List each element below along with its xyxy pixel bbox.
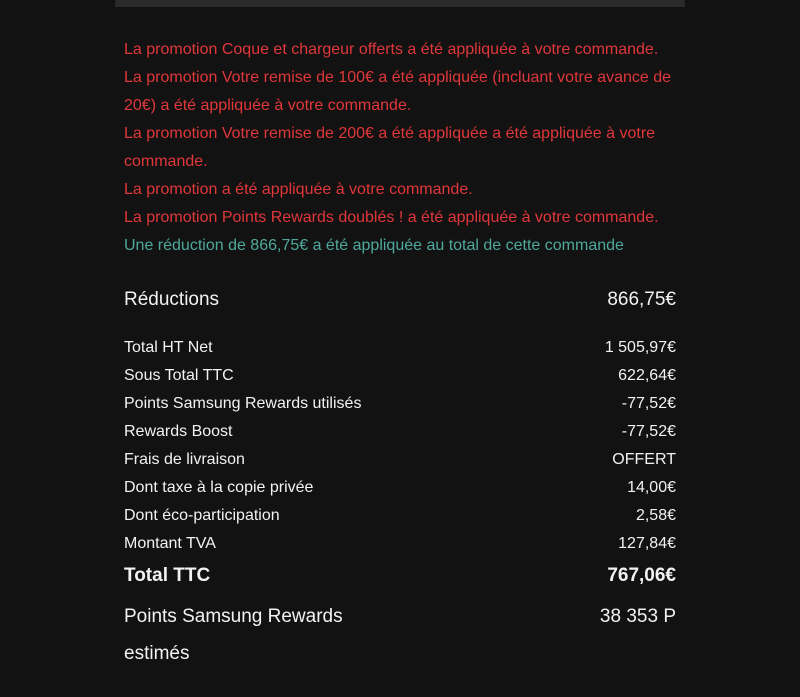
promotion-messages	[124, 36, 676, 260]
summary-row-label: Dont éco-participation	[124, 507, 280, 524]
summary-row-value: -77,52€	[621, 395, 676, 412]
reductions-value: 866,75€	[607, 289, 676, 310]
summary-row-value: 14,00€	[627, 479, 676, 496]
promo-message: La promotion Coque et chargeur offerts a été appliquée à votre commande.	[124, 41, 659, 58]
summary-row-label: Dont taxe à la copie privée	[124, 479, 314, 496]
total-ttc-value: 767,06€	[607, 565, 676, 586]
promo-message: La promotion a été appliquée à votre commande.	[124, 181, 473, 198]
order-summary-content	[124, 36, 676, 672]
summary-row-vat	[124, 530, 676, 558]
summary-row-value: 1 505,97€	[604, 339, 676, 356]
summary-row-label: Frais de livraison	[124, 451, 245, 468]
rewards-points-value: 38 353 P	[599, 606, 676, 627]
summary-row-label: Total HT Net	[124, 339, 213, 356]
summary-row-private-copy-tax	[124, 474, 676, 502]
discount-message: Une réduction de 866,75€ a été appliquée au total de cette commande	[124, 237, 624, 254]
summary-row-label: Rewards Boost	[124, 423, 233, 440]
summary-row-label: Points Samsung Rewards utilisés	[124, 395, 362, 412]
summary-lines	[124, 334, 676, 558]
summary-row-label: Montant TVA	[124, 535, 216, 552]
summary-row-total-ht	[124, 334, 676, 362]
total-ttc-label: Total TTC	[124, 565, 211, 586]
summary-row-rewards-boost	[124, 418, 676, 446]
rewards-points-label: Points Samsung Rewards estimés	[124, 606, 343, 664]
summary-row-value: 127,84€	[618, 535, 676, 552]
promo-message: La promotion Votre remise de 100€ a été appliquée (incluant votre avance de 20€) a été appliquée à votre commande.	[124, 69, 672, 114]
summary-row-value: -77,52€	[621, 423, 676, 440]
total-ttc-row	[124, 562, 676, 590]
reductions-label: Réductions	[124, 289, 220, 310]
summary-row-value: 622,64€	[618, 367, 676, 384]
summary-row-shipping	[124, 446, 676, 474]
summary-row-eco-participation	[124, 502, 676, 530]
summary-row-rewards-used	[124, 390, 676, 418]
summary-row-value: 2,58€	[635, 507, 676, 524]
promo-message: La promotion Votre remise de 200€ a été appliquée a été appliquée à votre commande.	[124, 125, 656, 170]
summary-row-subtotal-ttc	[124, 362, 676, 390]
summary-row-label: Sous Total TTC	[124, 367, 234, 384]
top-divider-bar	[115, 0, 685, 7]
promo-message: La promotion Points Rewards doublés ! a été appliquée à votre commande.	[124, 209, 659, 226]
reductions-row	[124, 286, 676, 314]
rewards-points-row	[124, 598, 676, 672]
summary-row-value: OFFERT	[612, 451, 676, 468]
